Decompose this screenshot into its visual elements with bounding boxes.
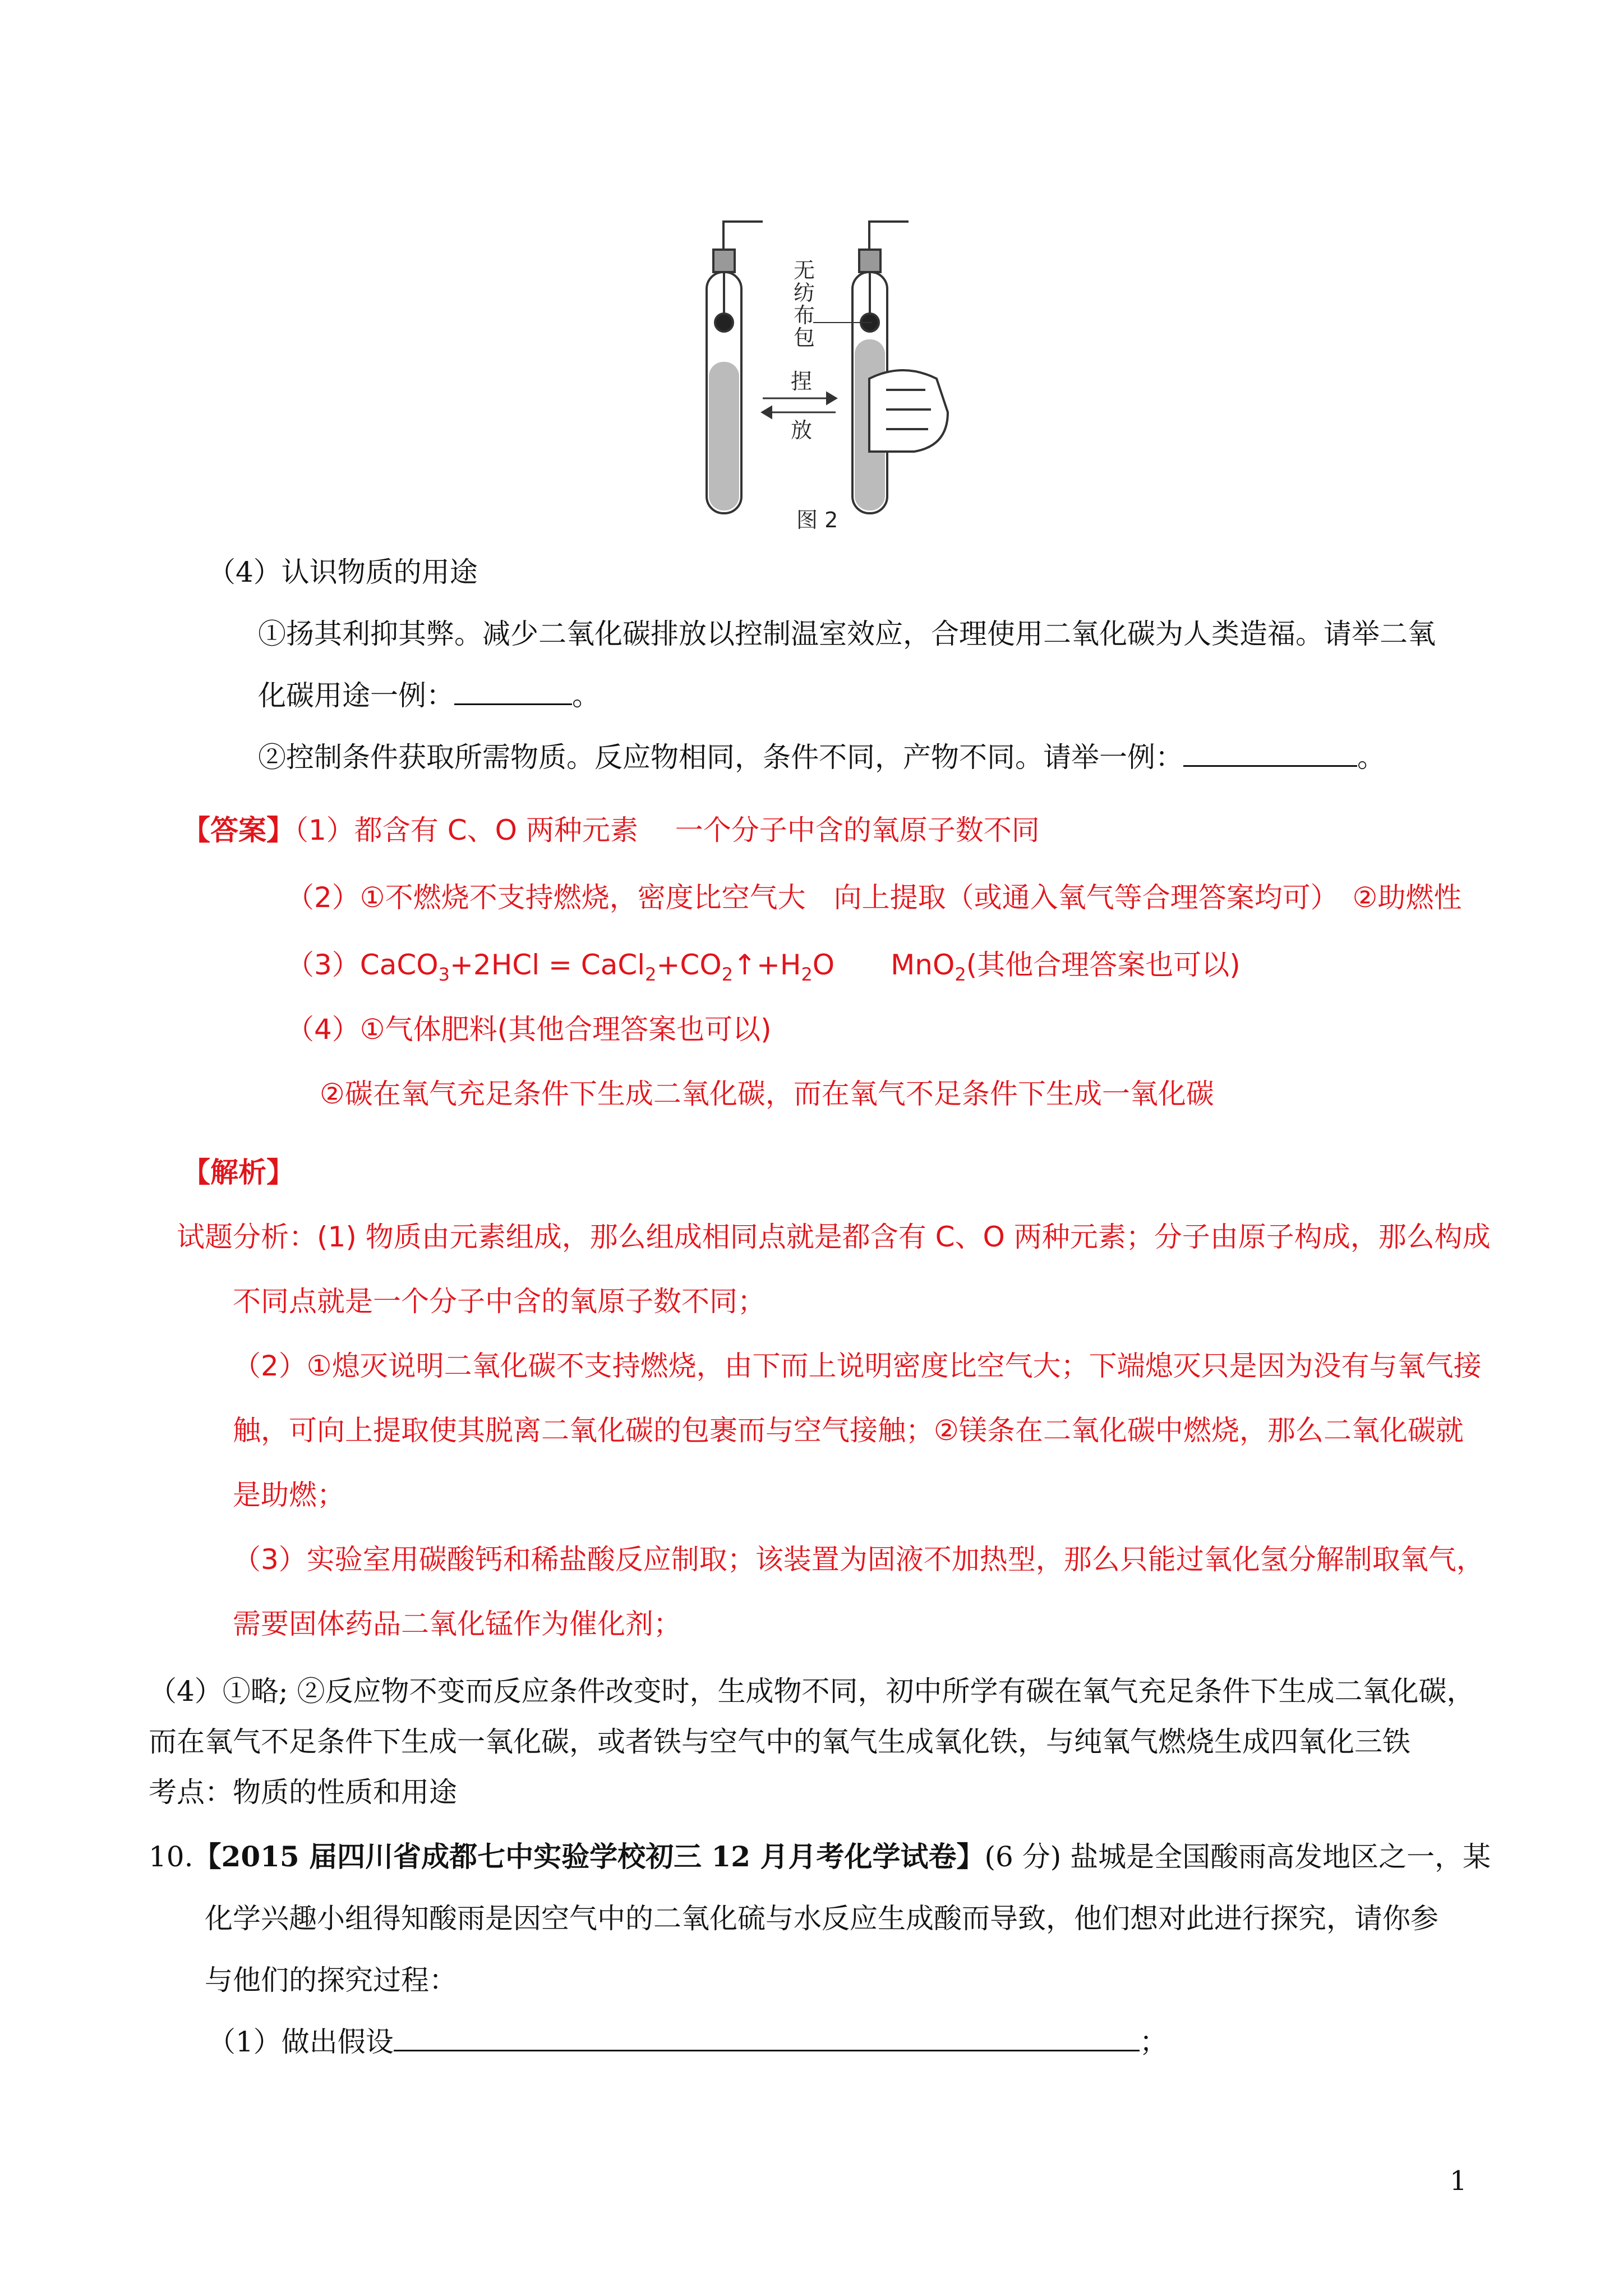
fig-label-bu: 布 <box>794 303 815 328</box>
analysis-keypoint: 考点：物质的性质和用途 <box>149 1776 457 1809</box>
answer-a1: （1）都含有 C、O 两种元素 一个分子中含的氧原子数不同 <box>294 814 1040 846</box>
answer-a2: （2）①不燃烧不支持燃烧，密度比空气大 向上提取（或通入氧气等合理答案均可） ②助燃性 <box>286 881 1462 914</box>
fig-label-bao: 包 <box>794 325 815 350</box>
right-stopper <box>859 250 880 272</box>
a3-part: （3）CaCO <box>286 949 439 981</box>
q10-hypothesis <box>208 2025 1168 2059</box>
q10-intro: (6 分) 盐城是全国酸雨高发地区之一，某 <box>984 1841 1491 1873</box>
analysis-line-1: 试题分析：(1) 物质由元素组成，那么组成相同点就是都含有 C、O 两种元素；分子由原子构成，那么构成 <box>177 1221 1491 1253</box>
answer-blank-1 <box>454 679 572 705</box>
analysis-line-4: 触，可向上提取使其脱离二氧化碳的包裹而与空气接触；②镁条在二氧化碳中燃烧，那么二氧化碳就 <box>233 1414 1464 1447</box>
answer-line-1 <box>182 813 1040 847</box>
fig-label-fang: 纺 <box>794 280 815 305</box>
fig-label-release: 放 <box>791 418 813 443</box>
analysis-line-8: （4）①略; ②反应物不变而反应条件改变时，生成物不同，初中所学有碳在氧气充足条件下生成二氧化碳， <box>149 1675 1475 1708</box>
answer-tag: 【答案】 <box>182 814 294 846</box>
fig-label-squeeze: 捏 <box>791 369 813 394</box>
a3-sub: 2 <box>801 964 813 985</box>
left-delivery-tube <box>723 222 763 250</box>
answer-a4: （4）①气体肥料(其他合理答案也可以) <box>286 1013 772 1046</box>
fig-label-wu: 无 <box>794 258 815 283</box>
analysis-line-2: 不同点就是一个分子中含的氧原子数不同； <box>233 1285 766 1318</box>
q4-item1-text: 化碳用途一例： <box>258 679 454 712</box>
q10-line-3: 与他们的探究过程： <box>205 1964 457 1996</box>
a3-part: +2HCl = CaCl <box>450 949 645 981</box>
q10-number: 10. <box>149 1841 193 1873</box>
analysis-line-6: （3）实验室用碳酸钙和稀盐酸反应制取；该装置为固液不加热型，那么只能过氧化氢分解制取氧气， <box>233 1543 1484 1576</box>
left-cloth-bag <box>715 314 733 332</box>
a3-sub: 2 <box>645 964 657 985</box>
answer-blank-2 <box>1183 740 1357 767</box>
q10-line-1 <box>149 1840 1491 1874</box>
q10-hypothesis-label: （1）做出假设 <box>208 2026 394 2058</box>
a3-part: +CO <box>656 949 722 981</box>
a3-part: (其他合理答案也可以) <box>966 949 1241 981</box>
a3-sub: 2 <box>721 964 734 985</box>
left-liquid <box>709 362 739 510</box>
figure-caption: 图 2 <box>796 508 838 532</box>
answer-a5: ②碳在氧气充足条件下生成二氧化碳，而在氧气不足条件下生成一氧化碳 <box>320 1078 1214 1110</box>
q10-hypothesis-end: ； <box>1139 2026 1168 2058</box>
right-delivery-tube <box>869 222 909 250</box>
a3-part: O MnO <box>812 949 955 981</box>
a3-sub: 3 <box>438 964 450 985</box>
q4-item1-line2 <box>258 679 600 712</box>
hand-shape <box>869 370 948 452</box>
q4-item1-end: 。 <box>572 679 600 712</box>
hypothesis-blank <box>394 2025 1140 2051</box>
analysis-line-7: 需要固体药品二氧化锰作为催化剂； <box>233 1608 681 1640</box>
analysis-line-3: （2）①熄灭说明二氧化碳不支持燃烧，由下而上说明密度比空气大；下端熄灭只是因为没有与氧气接 <box>233 1350 1482 1382</box>
experiment-figure <box>701 210 987 541</box>
q4-item2-end: 。 <box>1357 741 1385 774</box>
page-number: 1 <box>1450 2165 1467 2197</box>
a3-sub: 2 <box>955 964 966 985</box>
analysis-tag: 【解析】 <box>182 1156 294 1189</box>
analysis-line-5: 是助燃； <box>233 1479 345 1511</box>
left-stopper <box>713 250 735 272</box>
a3-part: ↑+H <box>733 949 801 981</box>
analysis-line-9: 而在氧气不足条件下生成一氧化碳，或者铁与空气中的氧气生成氧化铁，与纯氧气燃烧生成四氧化三铁 <box>149 1726 1410 1758</box>
q4-item2-text: ②控制条件获取所需物质。反应物相同，条件不同，产物不同。请举一例： <box>258 741 1183 774</box>
q10-line-2: 化学兴趣小组得知酸雨是因空气中的二氧化硫与水反应生成酸而导致，他们想对此进行探究，请你参 <box>205 1902 1438 1935</box>
q4-item2 <box>258 740 1385 774</box>
q4-item1-line1: ①扬其利抑其弊。减少二氧化碳排放以控制温室效应，合理使用二氧化碳为人类造福。请举二氧 <box>258 618 1436 650</box>
answer-a3 <box>286 948 1241 991</box>
q4-title: （4）认识物质的用途 <box>208 556 478 588</box>
q10-source: 【2015 届四川省成都七中实验学校初三 12 月月考化学试卷】 <box>193 1840 985 1873</box>
